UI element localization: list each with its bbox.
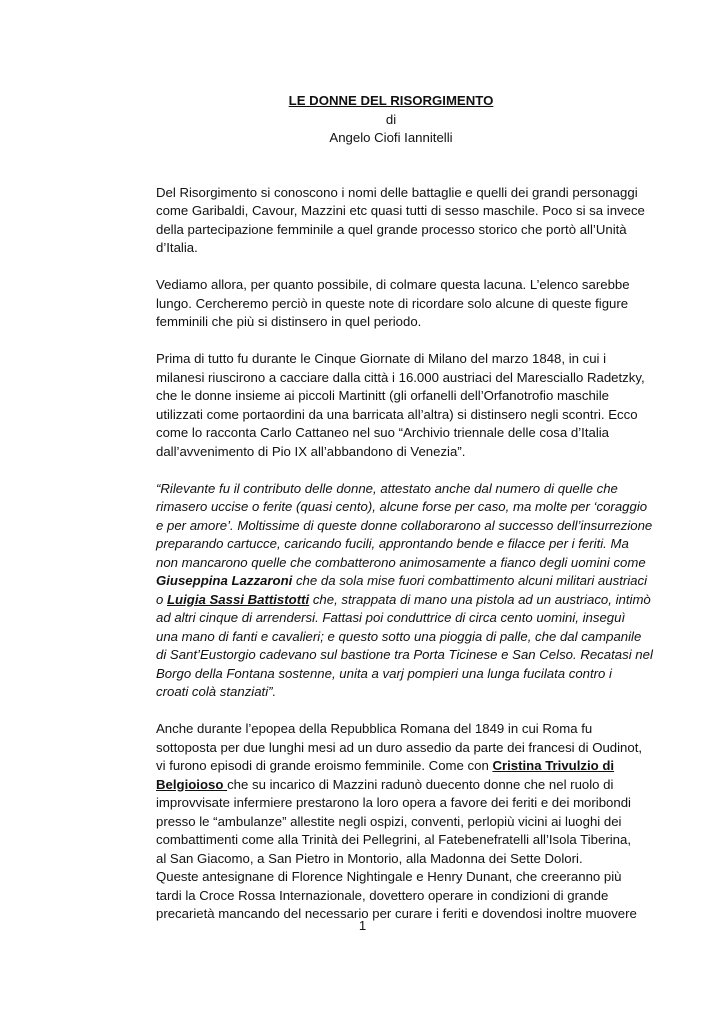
quote-line xyxy=(156,572,648,591)
quote-line: preparando cartucce, caricando fucili, approntando bende e filacce per i feriti. Ma xyxy=(156,536,629,551)
title-block xyxy=(156,92,626,148)
quote-line: e per amore’. Moltissime di queste donne collaborarono al successo dell’insurrezione xyxy=(156,517,653,533)
quote-text: che da sola mise fuori combattimento alcuni militari austriaci xyxy=(292,573,648,588)
text-line: Prima di tutto fu durante le Cinque Giornate di Milano del marzo 1848, in cui i xyxy=(156,351,607,366)
quote-line: una mano di fanti e cavalieri; e questo sotto una pioggia di palle, che dal campanile xyxy=(156,628,642,644)
quote-line xyxy=(156,591,651,610)
text-line: femminili che più si distinsero in quel periodo. xyxy=(156,314,422,329)
text-line: dall’avvenimento di Pio IX all’abbandono di Venezia”. xyxy=(156,443,466,459)
name-belgioioso: Belgioioso xyxy=(156,776,228,792)
text-line: della partecipazione femminile a quel grande processo storico che portò all’Unità xyxy=(156,221,627,237)
text-line: come lo racconta Carlo Cattaneo nel suo “Archivio triennale delle cosa d’Italia xyxy=(156,425,610,440)
text-line: come Garibaldi, Cavour, Mazzini etc quasi tutti di sesso maschile. Poco si sa invece xyxy=(156,203,645,218)
text-line: d’Italia. xyxy=(156,240,198,255)
text-line: Vediamo allora, per quanto possibile, di colmare questa lacuna. L’elenco sarebbe xyxy=(156,277,630,292)
quote-line: “Rilevante fu il contributo delle donne, attestato anche dal numero di quelle che xyxy=(156,480,618,496)
author-name: Angelo Ciofi Iannitelli xyxy=(329,130,453,145)
text-line: Del Risorgimento si conoscono i nomi delle battaglie e quelli dei grandi personaggi xyxy=(156,184,638,200)
text-line: improvvisate infermiere prestarono la loro opera a favore dei feriti e dei moribondi xyxy=(156,795,631,810)
text-line: sottoposta per due lunghi mesi ad un duro assedio da parte dei francesi di Oudinot, xyxy=(156,739,643,755)
quote-line: rimasero uccise o ferite (quasi cento), alcune forse per caso, ma molte per ‘coraggio xyxy=(156,499,648,514)
text-line: Queste antesignane di Florence Nightingale e Henry Dunant, che creeranno più xyxy=(156,869,622,884)
intro-paragraphs xyxy=(156,184,645,462)
page-content xyxy=(156,92,653,924)
text-line: lungo. Cercheremo perciò in queste note di ricordare solo alcune di queste figure xyxy=(156,295,629,311)
quote-line: croati colà stanziati”. xyxy=(156,684,277,699)
byline-di: di xyxy=(385,111,397,127)
text-line: utilizzati come portaordini da una barricata all’altra) si distinsero negli scontri. Ecco xyxy=(156,406,638,422)
quote-text: o xyxy=(156,591,167,607)
quote-line: di Sant’Eustorgio cadevano sul bastione tra Porta Ticinese e San Celso. Recatasi nel xyxy=(156,647,653,662)
name-cristina-trivulzio: Cristina Trivulzio di xyxy=(492,758,615,773)
name-giuseppina-lazzaroni: Giuseppina Lazzaroni xyxy=(156,573,293,588)
text-segment: che su incarico di Mazzini radunò duecento donne che nel ruolo di xyxy=(227,776,614,792)
text-line xyxy=(156,776,626,795)
body-paragraph xyxy=(156,184,645,258)
text-line: milanesi riuscirono a cacciare dalla città i 16.000 austriaci del Maresciallo Radetzky, xyxy=(156,369,645,385)
quote-line: Borgo della Fontana sostenne, unita a varj pompieri una lunga fucilata contro i xyxy=(156,665,612,681)
quote-line: ad altri cinque di arrendersi. Fattasi poi conduttrice di circa cento uomini, inseguì xyxy=(156,610,626,625)
text-line xyxy=(156,757,626,776)
text-segment: vi furono episodi di grande eroismo femminile. Come con xyxy=(156,758,493,773)
name-luigia-sassi-battistotti: Luigia Sassi Battistotti xyxy=(167,591,310,607)
text-line: tardi la Croce Rossa Internazionale, dovettero operare in condizioni di grande xyxy=(156,887,609,903)
body-paragraph xyxy=(156,276,630,332)
text-line: Anche durante l’epopea della Repubblica Romana del 1849 in cui Roma fu xyxy=(156,721,593,736)
text-line: al San Giacomo, a San Pietro in Montorio, alla Madonna dei Sette Dolori. xyxy=(156,850,583,866)
roma-paragraph xyxy=(156,720,643,924)
page-number: 1 xyxy=(358,918,367,933)
text-line: presso le “ambulanze” allestite negli ospizi, conventi, perlopiù vicini ai luoghi dei xyxy=(156,813,622,829)
quote-text: che, strappata di mano una pistola ad un austriaco, intimò xyxy=(309,591,651,607)
text-line: combattimenti come alla Trinità dei Pellegrini, al Fatebenefratelli all’Isola Tiberina, xyxy=(156,832,631,847)
text-line: che le donne insieme ai piccoli Martinitt (gli orfanelli dell’Orfanotrofio maschile xyxy=(156,388,609,403)
quote-line: non mancarono quelle che combatterono animosamente a fianco degli uomini come xyxy=(156,554,646,570)
document-title: LE DONNE DEL RISORGIMENTO xyxy=(288,93,494,108)
body-paragraph xyxy=(156,350,645,461)
text-line: precarietà mancando del necessario per curare i feriti e dovendosi inoltre muovere xyxy=(156,906,637,921)
cattaneo-quote xyxy=(156,480,653,702)
